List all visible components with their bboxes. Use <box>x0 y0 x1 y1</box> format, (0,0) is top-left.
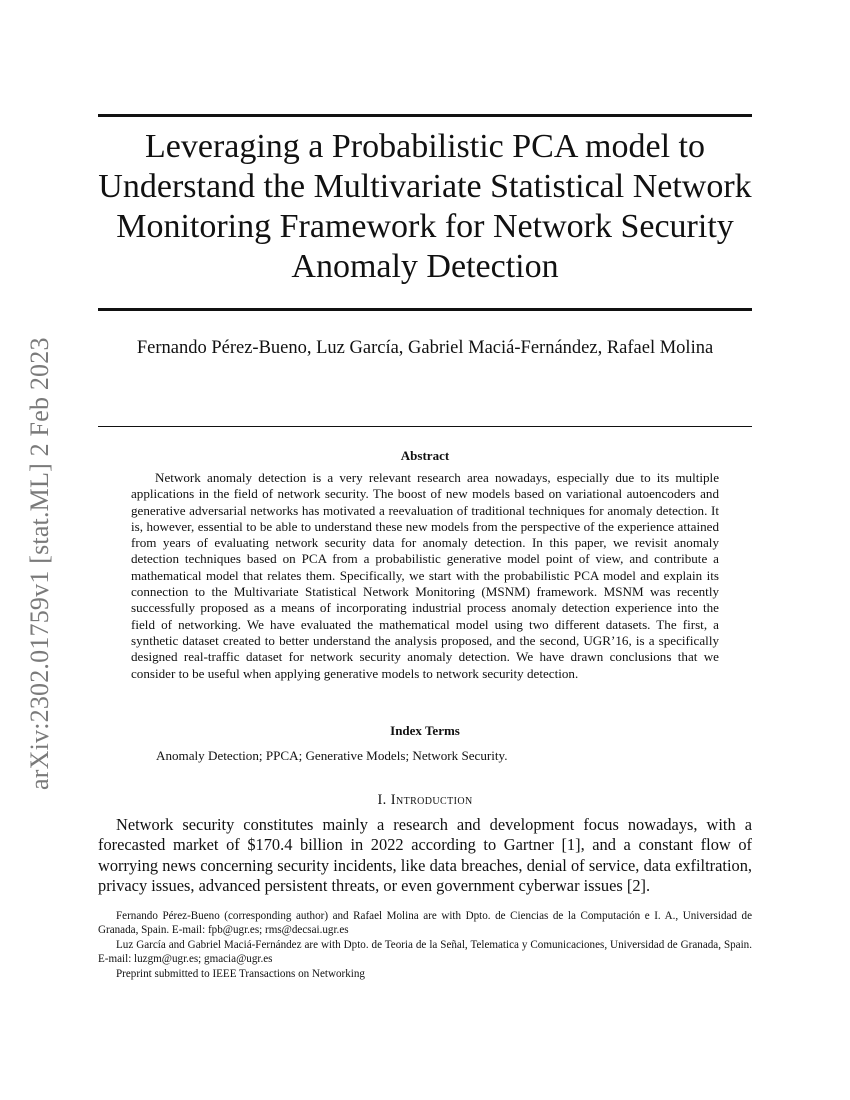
index-terms-text: Anomaly Detection; PPCA; Generative Models; Network Security. <box>156 748 508 763</box>
abstract-heading: Abstract <box>400 448 450 463</box>
arxiv-identifier: arXiv:2302.01759v1 [stat.ML] 2 Feb 2023 <box>25 337 54 790</box>
title-bottom-rule <box>98 308 752 311</box>
footnote-affiliation-2: Luz García and Gabriel Maciá-Fernández are with Dpto. de Teoria de la Señal, Telematica y Comunicaciones, Universidad de Granada, Spain. E-mail: luzgm@ugr.es; gmacia@ugr.es <box>98 939 752 965</box>
index-terms-heading: Index Terms <box>390 723 460 738</box>
author-list: Fernando Pérez-Bueno, Luz García, Gabriel Maciá-Fernández, Rafael Molina <box>136 338 714 358</box>
introduction-heading: I. Introduction <box>377 792 473 808</box>
abstract-divider <box>98 426 752 427</box>
abstract-text: Network anomaly detection is a very relevant research area nowadays, especially due to its multiple applications in the field of network security. The boost of new models based on variational autoencoders and generative adversarial networks has motivated a reevaluation of traditional techniques for anomaly detection. It is, however, essential to be able to understand these new models from the perspective of the experience attained from years of evaluating network security data for anomaly detection. In this paper, we revisit anomaly detection techniques based on PCA from a probabilistic generative model point of view, and contribute a mathematical model that relates them. Specifically, we start with the probabilistic PCA model and explain its connection to the Multivariate Statistical Network Monitoring (MSNM) framework. MSNM was recently successfully proposed as a means of incorporating industrial process anomaly detection experience into the field of networking. We have evaluated the mathematical model using two different datasets. The first, a synthetic dataset created to better understand the analysis proposed, and the second, UGR’16, is a specifically designed real-traffic dataset for network security anomaly detection. We have drawn conclusions that we consider to be useful when applying generative models to network security detection. <box>131 470 719 681</box>
paper-title: Leveraging a Probabilistic PCA model to Understand the Multivariate Statistical Network Monitoring Framework for Network Security Anomaly Detection <box>98 128 752 285</box>
title-top-rule <box>98 114 752 117</box>
introduction-text: Network security constitutes mainly a research and development focus nowadays, with a forecasted market of $170.4 billion in 2022 according to Gartner [1], and a constant flow of worrying news concerning security incidents, like data breaches, denial of service, data exfiltration, privacy issues, advanced persistent threats, or even government cyberwar issues [2]. <box>98 815 752 895</box>
footnotes <box>98 909 752 982</box>
footnote-affiliation-1: Fernando Pérez-Bueno (corresponding author) and Rafael Molina are with Dpto. de Ciencias de la Computación e I. A., Universidad de Granada, Spain. E-mail: fpb@ugr.es; rms@decsai.ugr.es <box>98 910 752 936</box>
footnote-preprint-note: Preprint submitted to IEEE Transactions on Networking <box>116 968 365 980</box>
